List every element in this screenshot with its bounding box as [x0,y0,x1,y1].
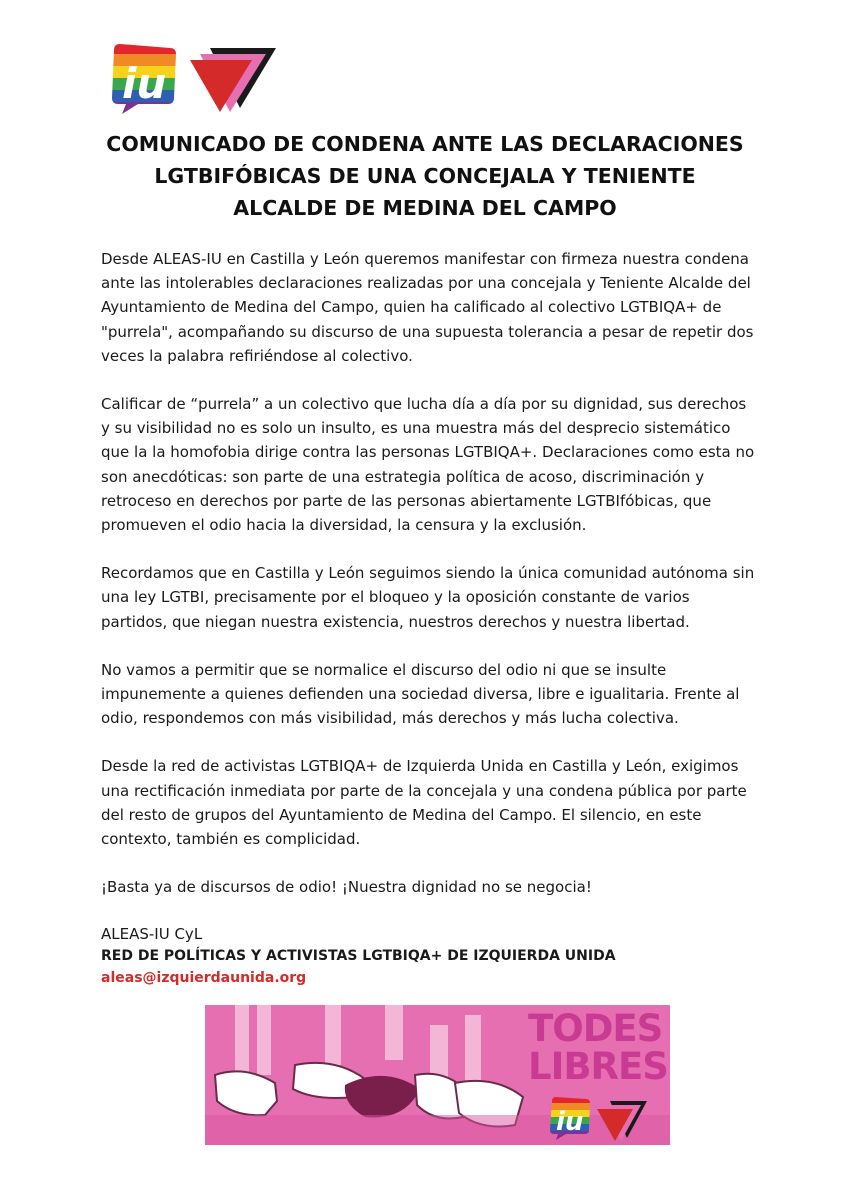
paragraph: Desde la red de activistas LGTBIQA+ de Izquierda Unida en Castilla y León, exigimos una rectificación inmediata por parte de la concejala y una condena pública por parte del resto de grupos del Ayuntamiento de Medina del Campo. El silencio, en este contexto, también es complicidad. [101,757,747,849]
paragraph: Desde ALEAS-IU en Castilla y León queremos manifestar con firmeza nuestra condena ante las intolerables declaraciones realizadas por una concejala y Teniente Alcalde del Ayuntamiento de Medina del Campo, quien ha calificado al colectivo LGTBIQA+ de "purrela", acompañando su discurso de una supuesta tolerancia a pesar de repetir dos veces la palabra refiriéndose al colectivo. [101,250,754,365]
triangle-logo [188,46,278,114]
paragraph: No vamos a permitir que se normalice el discurso del odio ni que se insulte impunemente a quienes defienden una sociedad diversa, libre e igualitaria. Frente al odio, respondemos con más visibilidad, más derechos y más lucha colectiva. [101,660,740,728]
banner-iu-logo [548,1096,592,1140]
signature-block [101,923,757,989]
signature-name: ALEAS-IU CyL [101,925,203,944]
banner-line-todes: TODES [528,1007,663,1050]
page-title: COMUNICADO DE CONDENA ANTE LAS DECLARACIONES LGTBIFÓBICAS DE UNA CONCEJALA Y TENIENTE ALCALDE DE MEDINA DEL CAMPO [106,132,744,220]
iu-logo-text: iu [122,59,167,108]
document-body [101,247,757,989]
banner-iu-text: iu [556,1107,584,1137]
banner-line-libres: LIBRES [528,1045,668,1088]
signature-email-link[interactable]: aleas@izquierdaunida.org [101,970,307,987]
paragraph: Recordamos que en Castilla y León seguimos siendo la única comunidad autónoma sin una ley LGTBI, precisamente por el bloqueo y la oposición constante de varios partidos, que niegan nuestra existencia, nuestros derechos y nuestra libertad. [101,564,755,631]
paragraph: Calificar de “purrela” a un colectivo que lucha día a día por su dignidad, sus derechos y su visibilidad no es solo un insulto, es una muestra más del desprecio sistemático que la la homofobia dirige contra las personas LGTBIQA+. Declaraciones como esta no son anecdóticas: son parte de una estrategia política de acoso, discriminación y retroceso en derechos por parte de las personas abiertamente LGTBIfóbicas, que promueven el odio hacia la diversidad, la censura y la exclusión. [101,395,755,535]
banner-headline [528,1007,668,1088]
signature-org: RED DE POLÍTICAS Y ACTIVISTAS LGTBIQA+ DE IZQUIERDA UNIDA [101,948,616,965]
iu-rainbow-logo [108,42,178,114]
banner-triangle-logo [596,1100,648,1142]
closing-statement: ¡Basta ya de discursos de odio! ¡Nuestra dignidad no se negocia! [101,878,592,897]
